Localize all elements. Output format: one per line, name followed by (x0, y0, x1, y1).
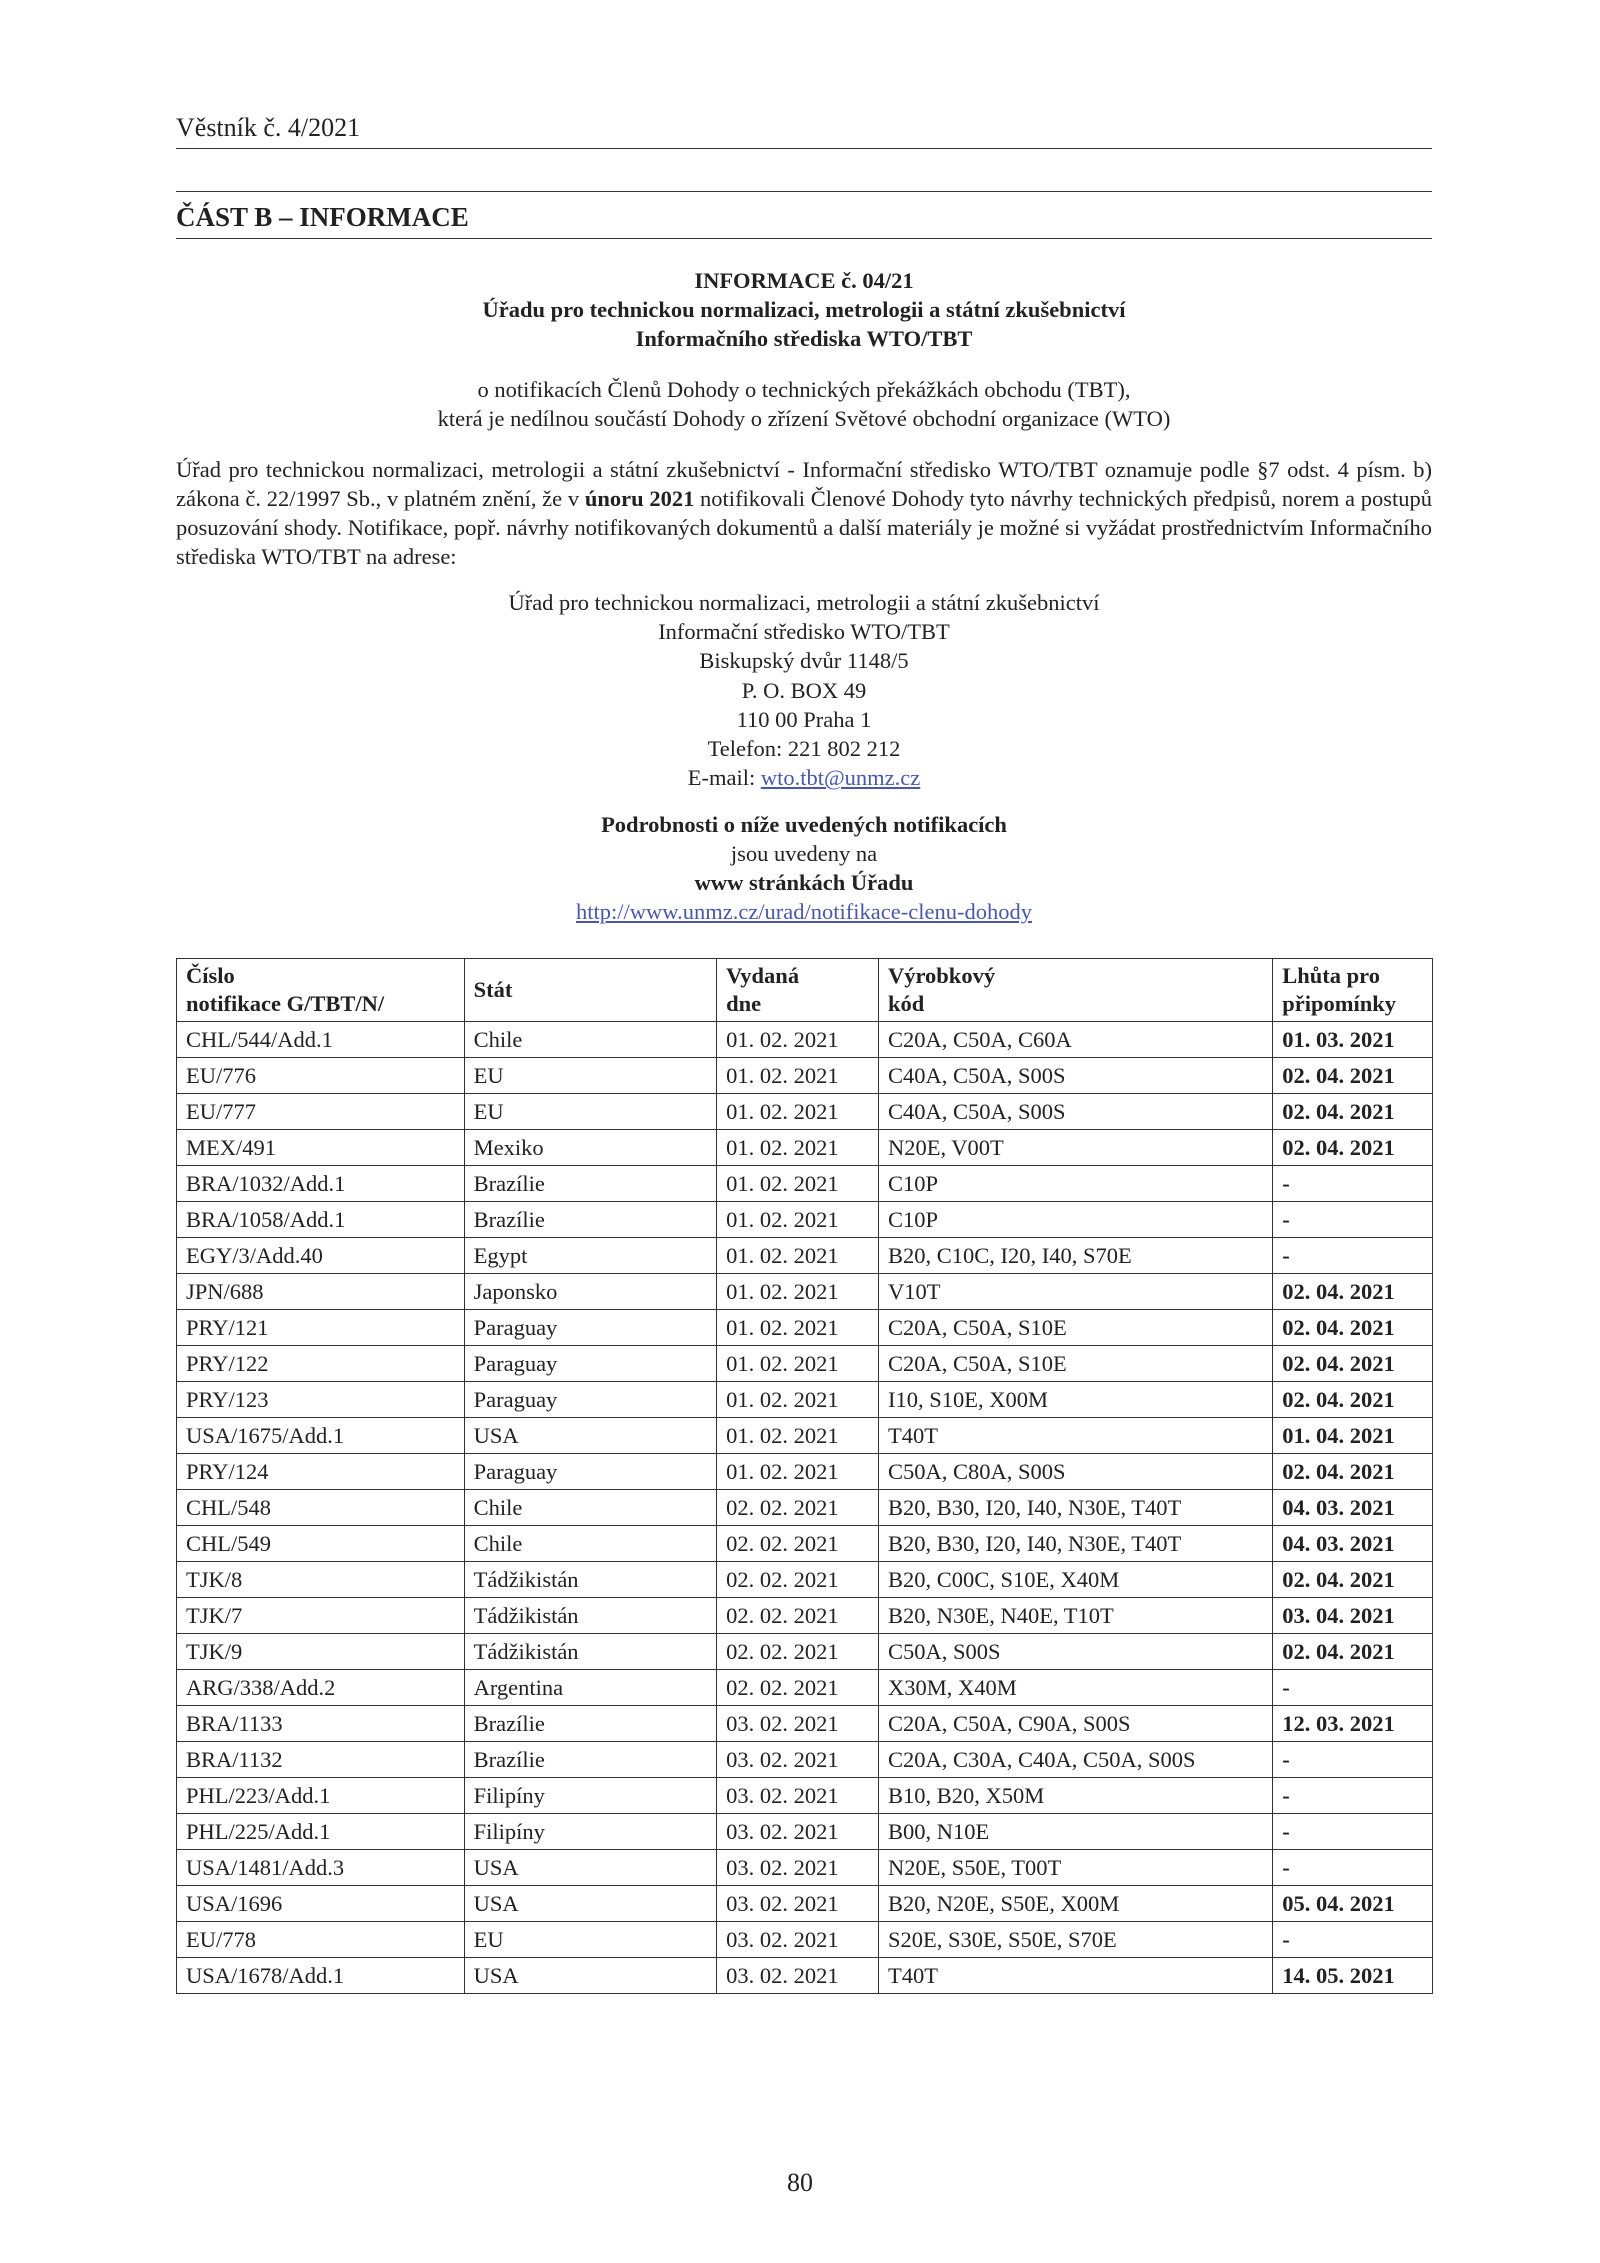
cell-notification-number: CHL/548 (177, 1490, 465, 1526)
header-product-code: Výrobkový kód (878, 959, 1272, 1022)
cell-issued-date: 01. 02. 2021 (717, 1202, 879, 1238)
cell-deadline: 02. 04. 2021 (1273, 1382, 1433, 1418)
cell-deadline: 03. 04. 2021 (1273, 1598, 1433, 1634)
cell-state: Chile (464, 1526, 717, 1562)
cell-deadline: - (1273, 1814, 1433, 1850)
intro-text-1: Úřad pro technickou normalizaci, metrologii a státní zkušebnictví - Informační středisko WTO/TBT oznamuje podle §7 odst. 4 písm. b) zákona č. 22/1997 Sb., v platném znění, že v (176, 457, 1432, 511)
cell-product-code: T40T (878, 1958, 1272, 1994)
subtitle-line-2: která je nedílnou součástí Dohody o zřízení Světové obchodní organizace (WTO) (437, 406, 1171, 431)
cell-deadline: - (1273, 1202, 1433, 1238)
cell-state: Tádžikistán (464, 1634, 717, 1670)
address-line-4: P. O. BOX 49 (741, 677, 867, 703)
cell-notification-number: BRA/1132 (177, 1742, 465, 1778)
cell-notification-number: TJK/8 (177, 1562, 465, 1598)
cell-product-code: B20, B30, I20, I40, N30E, T40T (878, 1526, 1272, 1562)
cell-notification-number: ARG/338/Add.2 (177, 1670, 465, 1706)
cell-issued-date: 01. 02. 2021 (717, 1058, 879, 1094)
details-line-3: www stránkách Úřadu (694, 870, 914, 895)
cell-notification-number: USA/1696 (177, 1886, 465, 1922)
header-issued: Vydaná dne (717, 959, 879, 1022)
cell-state: Argentina (464, 1670, 717, 1706)
cell-product-code: S20E, S30E, S50E, S70E (878, 1922, 1272, 1958)
notifications-table (176, 958, 1433, 1994)
cell-issued-date: 03. 02. 2021 (717, 1742, 879, 1778)
table-row (177, 1634, 1433, 1670)
cell-product-code: V10T (878, 1274, 1272, 1310)
cell-issued-date: 02. 02. 2021 (717, 1634, 879, 1670)
cell-issued-date: 03. 02. 2021 (717, 1922, 879, 1958)
cell-state: Filipíny (464, 1814, 717, 1850)
cell-issued-date: 01. 02. 2021 (717, 1346, 879, 1382)
cell-product-code: C20A, C50A, S10E (878, 1346, 1272, 1382)
cell-product-code: C10P (878, 1202, 1272, 1238)
cell-issued-date: 03. 02. 2021 (717, 1778, 879, 1814)
cell-state: Chile (464, 1490, 717, 1526)
cell-issued-date: 03. 02. 2021 (717, 1706, 879, 1742)
cell-issued-date: 03. 02. 2021 (717, 1850, 879, 1886)
cell-issued-date: 01. 02. 2021 (717, 1094, 879, 1130)
cell-issued-date: 01. 02. 2021 (717, 1022, 879, 1058)
cell-product-code: C10P (878, 1166, 1272, 1202)
intro-text-2: notifikovali Členové Dohody tyto návrhy technických předpisů, norem a postupů posuzování shody. Notifikace, popř. návrhy notifikovaných dokumentů a další materiály je možné si vyžádat prostřednictvím Informačního střediska WTO/TBT na adrese: (176, 486, 1432, 569)
cell-deadline: 12. 03. 2021 (1273, 1706, 1433, 1742)
details-line-1: Podrobnosti o níže uvedených notifikacích (601, 812, 1007, 837)
cell-issued-date: 03. 02. 2021 (717, 1814, 879, 1850)
cell-deadline: - (1273, 1238, 1433, 1274)
address-line-2: Informační středisko WTO/TBT (658, 619, 950, 645)
cell-notification-number: TJK/7 (177, 1598, 465, 1634)
cell-issued-date: 02. 02. 2021 (717, 1526, 879, 1562)
table-row (177, 1598, 1433, 1634)
cell-product-code: B20, N30E, N40E, T10T (878, 1598, 1272, 1634)
document-subtitle (176, 375, 1432, 433)
cell-deadline: - (1273, 1166, 1433, 1202)
table-row (177, 1382, 1433, 1418)
cell-issued-date: 01. 02. 2021 (717, 1238, 879, 1274)
cell-product-code: C50A, C80A, S00S (878, 1454, 1272, 1490)
table-row (177, 1922, 1433, 1958)
cell-product-code: C20A, C50A, S10E (878, 1310, 1272, 1346)
table-row (177, 1886, 1433, 1922)
cell-product-code: C50A, S00S (878, 1634, 1272, 1670)
title-line-1: INFORMACE č. 04/21 (694, 268, 914, 293)
cell-state: Chile (464, 1022, 717, 1058)
cell-product-code: B20, N20E, S50E, X00M (878, 1886, 1272, 1922)
cell-deadline: 02. 04. 2021 (1273, 1058, 1433, 1094)
cell-state: Filipíny (464, 1778, 717, 1814)
cell-product-code: B10, B20, X50M (878, 1778, 1272, 1814)
table-row (177, 1526, 1433, 1562)
cell-product-code: C40A, C50A, S00S (878, 1058, 1272, 1094)
cell-deadline: 01. 03. 2021 (1273, 1022, 1433, 1058)
running-header: Věstník č. 4/2021 (176, 112, 1432, 149)
cell-deadline: 14. 05. 2021 (1273, 1958, 1433, 1994)
address-email-line (176, 763, 1432, 792)
table-row (177, 1454, 1433, 1490)
cell-deadline: - (1273, 1670, 1433, 1706)
cell-deadline: 05. 04. 2021 (1273, 1886, 1433, 1922)
cell-deadline: 02. 04. 2021 (1273, 1274, 1433, 1310)
cell-state: EU (464, 1058, 717, 1094)
details-block (176, 810, 1432, 926)
table-header-row (177, 959, 1433, 1022)
table-row (177, 1058, 1433, 1094)
document-title (176, 266, 1432, 353)
cell-state: Tádžikistán (464, 1562, 717, 1598)
cell-notification-number: USA/1678/Add.1 (177, 1958, 465, 1994)
table-row (177, 1022, 1433, 1058)
table-row (177, 1094, 1433, 1130)
cell-issued-date: 01. 02. 2021 (717, 1382, 879, 1418)
intro-paragraph (176, 455, 1432, 571)
cell-product-code: C40A, C50A, S00S (878, 1094, 1272, 1130)
cell-state: Mexiko (464, 1130, 717, 1166)
table-row (177, 1166, 1433, 1202)
table-row (177, 1274, 1433, 1310)
table-row (177, 1418, 1433, 1454)
cell-notification-number: PHL/223/Add.1 (177, 1778, 465, 1814)
cell-deadline: 02. 04. 2021 (1273, 1130, 1433, 1166)
cell-state: USA (464, 1850, 717, 1886)
email-label: E-mail: (687, 765, 761, 791)
cell-issued-date: 02. 02. 2021 (717, 1670, 879, 1706)
cell-notification-number: PRY/123 (177, 1382, 465, 1418)
cell-deadline: 02. 04. 2021 (1273, 1454, 1433, 1490)
cell-issued-date: 03. 02. 2021 (717, 1886, 879, 1922)
cell-deadline: 04. 03. 2021 (1273, 1526, 1433, 1562)
cell-issued-date: 01. 02. 2021 (717, 1274, 879, 1310)
table-row (177, 1742, 1433, 1778)
cell-state: USA (464, 1886, 717, 1922)
cell-product-code: X30M, X40M (878, 1670, 1272, 1706)
title-line-3: Informačního střediska WTO/TBT (635, 326, 973, 351)
cell-product-code: N20E, S50E, T00T (878, 1850, 1272, 1886)
cell-notification-number: BRA/1058/Add.1 (177, 1202, 465, 1238)
details-url-link[interactable]: http://www.unmz.cz/urad/notifikace-clenu-dohody (576, 899, 1032, 924)
cell-issued-date: 02. 02. 2021 (717, 1490, 879, 1526)
cell-product-code: C20A, C50A, C90A, S00S (878, 1706, 1272, 1742)
address-line-1: Úřad pro technickou normalizaci, metrologii a státní zkušebnictví (508, 590, 1100, 615)
cell-issued-date: 03. 02. 2021 (717, 1958, 879, 1994)
cell-issued-date: 02. 02. 2021 (717, 1562, 879, 1598)
cell-notification-number: CHL/544/Add.1 (177, 1022, 465, 1058)
cell-state: Japonsko (464, 1274, 717, 1310)
table-row (177, 1238, 1433, 1274)
header-state: Stát (464, 959, 717, 1022)
cell-state: EU (464, 1094, 717, 1130)
cell-deadline: - (1273, 1742, 1433, 1778)
cell-issued-date: 01. 02. 2021 (717, 1130, 879, 1166)
cell-product-code: T40T (878, 1418, 1272, 1454)
subtitle-line-1: o notifikacích Členů Dohody o technických překážkách obchodu (TBT), (477, 377, 1131, 402)
email-link[interactable]: wto.tbt@unmz.cz (760, 765, 921, 791)
address-line-3: Biskupský dvůr 1148/5 (699, 648, 909, 674)
cell-notification-number: EU/776 (177, 1058, 465, 1094)
cell-notification-number: EGY/3/Add.40 (177, 1238, 465, 1274)
table-row (177, 1670, 1433, 1706)
cell-notification-number: CHL/549 (177, 1526, 465, 1562)
cell-state: USA (464, 1418, 717, 1454)
cell-product-code: B20, B30, I20, I40, N30E, T40T (878, 1490, 1272, 1526)
cell-notification-number: PRY/122 (177, 1346, 465, 1382)
header-notification-number: Číslo notifikace G/TBT/N/ (177, 959, 465, 1022)
header-deadline: Lhůta pro připomínky (1273, 959, 1433, 1022)
cell-deadline: 04. 03. 2021 (1273, 1490, 1433, 1526)
cell-product-code: B20, C00C, S10E, X40M (878, 1562, 1272, 1598)
cell-notification-number: PRY/121 (177, 1310, 465, 1346)
table-body (177, 1022, 1433, 1994)
cell-deadline: - (1273, 1850, 1433, 1886)
table-row (177, 1202, 1433, 1238)
cell-issued-date: 01. 02. 2021 (717, 1454, 879, 1490)
title-line-2: Úřadu pro technickou normalizaci, metrologii a státní zkušebnictví (482, 297, 1126, 322)
cell-product-code: B20, C10C, I20, I40, S70E (878, 1238, 1272, 1274)
cell-issued-date: 01. 02. 2021 (717, 1418, 879, 1454)
table-row (177, 1310, 1433, 1346)
intro-month: únoru 2021 (584, 486, 695, 511)
cell-deadline: 02. 04. 2021 (1273, 1562, 1433, 1598)
cell-product-code: I10, S10E, X00M (878, 1382, 1272, 1418)
cell-deadline: 02. 04. 2021 (1273, 1346, 1433, 1382)
cell-notification-number: EU/777 (177, 1094, 465, 1130)
cell-notification-number: BRA/1032/Add.1 (177, 1166, 465, 1202)
table-row (177, 1814, 1433, 1850)
cell-state: Paraguay (464, 1310, 717, 1346)
cell-state: Brazílie (464, 1706, 717, 1742)
cell-deadline: - (1273, 1922, 1433, 1958)
cell-deadline: 02. 04. 2021 (1273, 1634, 1433, 1670)
cell-state: Brazílie (464, 1202, 717, 1238)
section-title: ČÁST B – INFORMACE (176, 191, 1432, 239)
cell-product-code: C20A, C30A, C40A, C50A, S00S (878, 1742, 1272, 1778)
table-row (177, 1778, 1433, 1814)
cell-notification-number: MEX/491 (177, 1130, 465, 1166)
table-row (177, 1562, 1433, 1598)
cell-issued-date: 01. 02. 2021 (717, 1310, 879, 1346)
cell-deadline: 02. 04. 2021 (1273, 1094, 1433, 1130)
cell-state: USA (464, 1958, 717, 1994)
cell-deadline: 01. 04. 2021 (1273, 1418, 1433, 1454)
cell-product-code: C20A, C50A, C60A (878, 1022, 1272, 1058)
table-row (177, 1130, 1433, 1166)
address-phone: Telefon: 221 802 212 (707, 736, 901, 762)
cell-state: Brazílie (464, 1742, 717, 1778)
address-line-5: 110 00 Praha 1 (736, 706, 872, 732)
cell-product-code: N20E, V00T (878, 1130, 1272, 1166)
table-row (177, 1346, 1433, 1382)
address-block (176, 588, 1432, 792)
details-line-2: jsou uvedeny na (730, 841, 878, 866)
table-row (177, 1706, 1433, 1742)
cell-notification-number: EU/778 (177, 1922, 465, 1958)
cell-notification-number: PHL/225/Add.1 (177, 1814, 465, 1850)
cell-state: Paraguay (464, 1346, 717, 1382)
cell-state: Paraguay (464, 1382, 717, 1418)
cell-notification-number: USA/1675/Add.1 (177, 1418, 465, 1454)
cell-state: Paraguay (464, 1454, 717, 1490)
cell-deadline: - (1273, 1778, 1433, 1814)
cell-notification-number: PRY/124 (177, 1454, 465, 1490)
cell-product-code: B00, N10E (878, 1814, 1272, 1850)
cell-state: Brazílie (464, 1166, 717, 1202)
table-row (177, 1850, 1433, 1886)
cell-notification-number: TJK/9 (177, 1634, 465, 1670)
page-number: 80 (787, 2168, 813, 2197)
cell-deadline: 02. 04. 2021 (1273, 1310, 1433, 1346)
cell-issued-date: 02. 02. 2021 (717, 1598, 879, 1634)
table-row (177, 1958, 1433, 1994)
cell-state: Tádžikistán (464, 1598, 717, 1634)
table-row (177, 1490, 1433, 1526)
cell-issued-date: 01. 02. 2021 (717, 1166, 879, 1202)
cell-notification-number: JPN/688 (177, 1274, 465, 1310)
cell-notification-number: USA/1481/Add.3 (177, 1850, 465, 1886)
cell-state: EU (464, 1922, 717, 1958)
cell-notification-number: BRA/1133 (177, 1706, 465, 1742)
cell-state: Egypt (464, 1238, 717, 1274)
